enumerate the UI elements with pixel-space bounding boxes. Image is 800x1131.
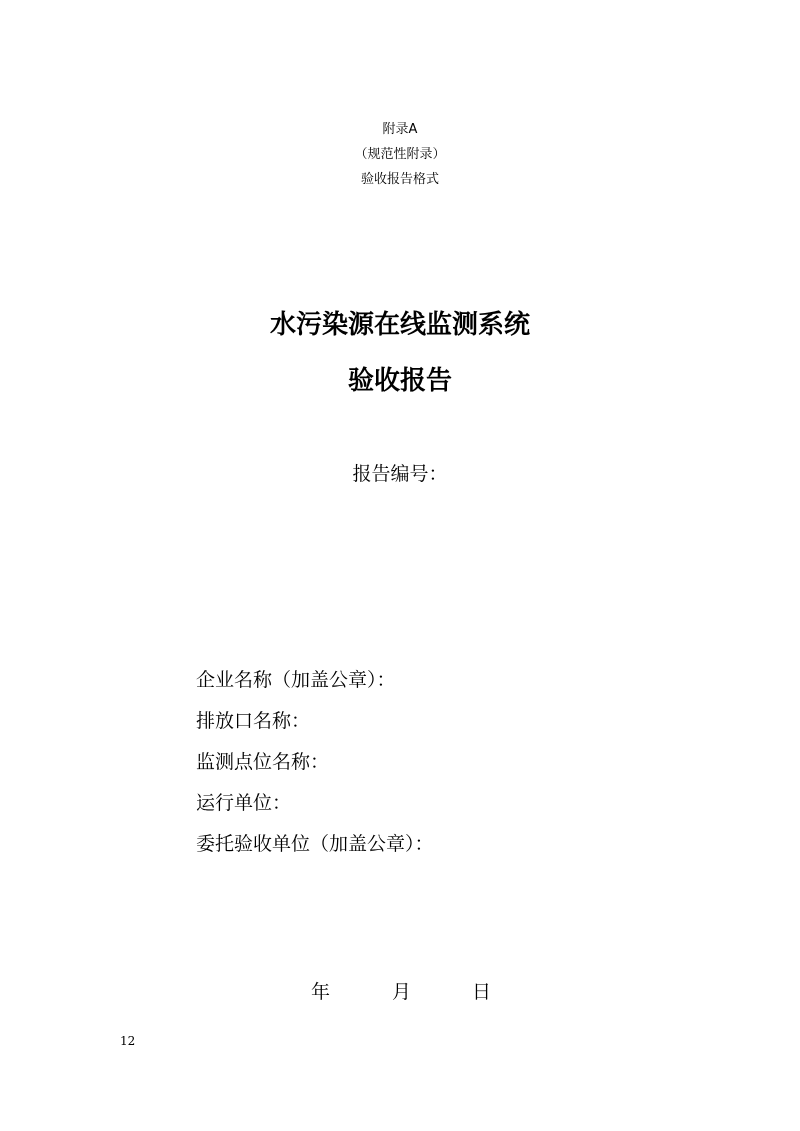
date-month-label: 月 xyxy=(392,981,412,1003)
report-number-label: 报告编号： xyxy=(352,463,448,485)
field-outlet-name: 排放口名称： xyxy=(196,710,311,732)
field-company-name: 企业名称（加盖公章）： xyxy=(196,669,396,691)
report-title-line1: 水污染源在线监测系统 xyxy=(269,310,530,340)
appendix-title: 验收报告格式 xyxy=(360,172,439,187)
field-operator: 运行单位： xyxy=(196,792,292,814)
date-day-label: 日 xyxy=(472,981,492,1003)
field-monitoring-point: 监测点位名称： xyxy=(196,751,330,773)
report-info-fields xyxy=(196,668,434,873)
appendix-type: （规范性附录） xyxy=(354,147,446,162)
page-number: 12 xyxy=(120,1034,136,1048)
report-title-line2: 验收报告 xyxy=(347,366,452,396)
date-year-label: 年 xyxy=(311,981,331,1003)
appendix-label: 附录A xyxy=(382,122,418,137)
field-commissioning-unit: 委托验收单位（加盖公章）： xyxy=(196,833,434,855)
